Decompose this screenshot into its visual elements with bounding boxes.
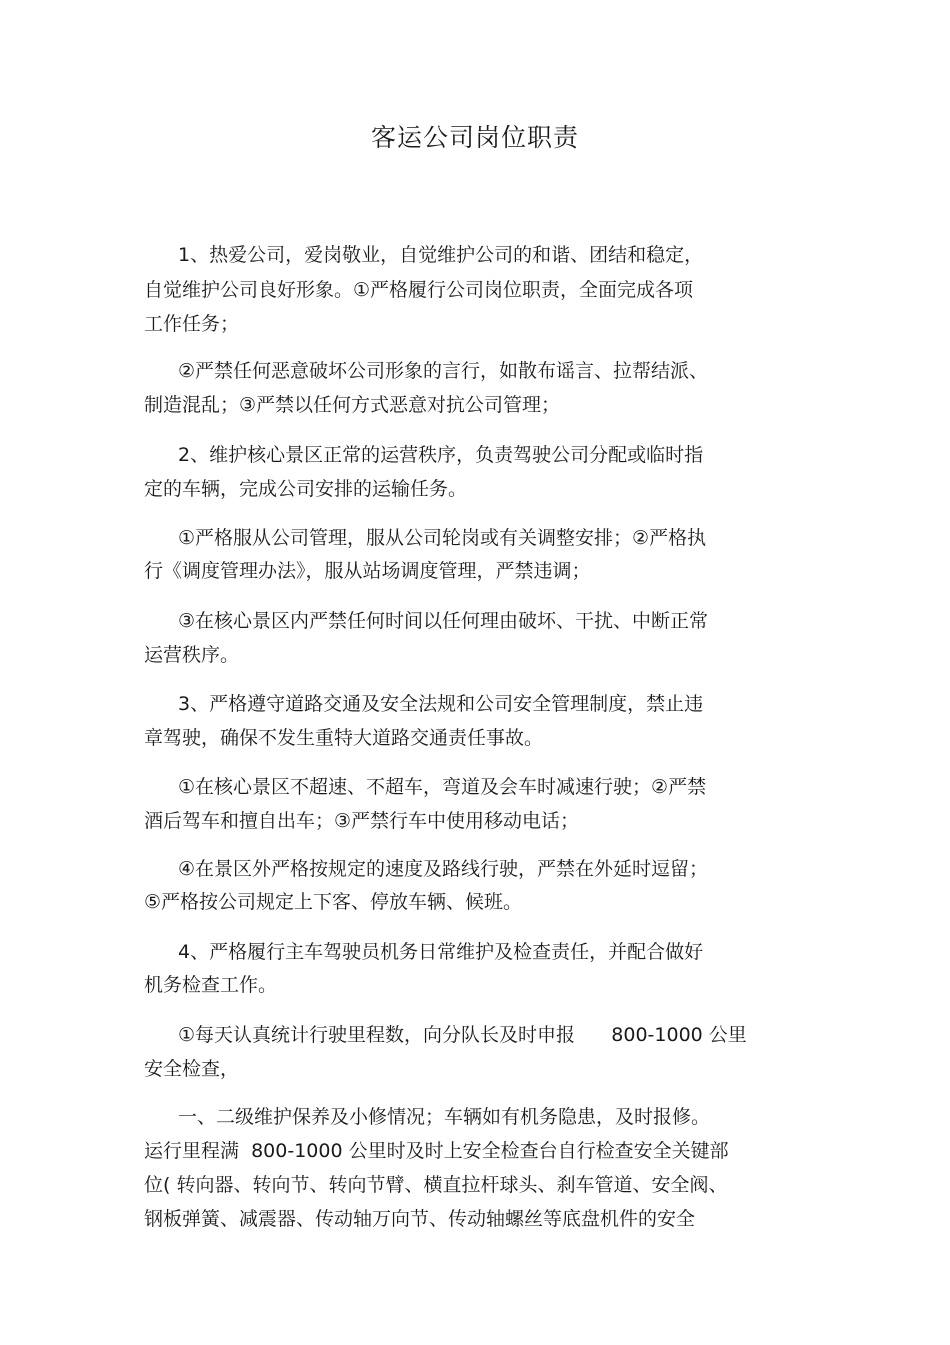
text-line: 运营秩序。 <box>144 644 240 666</box>
text-line: ①严格服从公司管理，服从公司轮岗或有关调整安排；②严格执 <box>178 527 707 549</box>
text-line: 行《调度管理办法》，服从站场调度管理，严禁违调； <box>144 560 591 582</box>
text-line: 一、二级维护保养及小修情况；车辆如有机务隐患，及时报修。 <box>178 1106 711 1128</box>
text-line: 3、严格遵守道路交通及安全法规和公司安全管理制度，禁止违 <box>178 693 704 715</box>
text-line: 1、热爱公司，爱岗敬业，自觉维护公司的和谐、团结和稳定， <box>178 244 704 266</box>
text-line: 酒后驾车和擅自出车；③严禁行车中使用移动电话； <box>144 810 580 832</box>
text-line: ①每天认真统计行驶里程数，向分队长及时申报 800-1000 公里 <box>178 1024 747 1046</box>
text-line: 章驾驶，确保不发生重特大道路交通责任事故。 <box>144 727 544 749</box>
text-line: ④在景区外严格按规定的速度及路线行驶，严禁在外延时逗留； <box>178 858 709 880</box>
text-line: 位( 转向器、转向节、转向节臂、横直拉杆球头、刹车管道、安全阀、 <box>144 1174 728 1196</box>
text-line: ①在核心景区不超速、不超车，弯道及会车时减速行驶；②严禁 <box>178 776 707 798</box>
text-line: 安全检查， <box>144 1058 240 1080</box>
text-line: 钢板弹簧、减震器、传动轴万向节、传动轴螺丝等底盘机件的安全 <box>144 1208 696 1230</box>
text-line: ⑤严格按公司规定上下客、停放车辆、候班。 <box>144 891 523 913</box>
text-line: 制造混乱；③严禁以任何方式恶意对抗公司管理； <box>144 394 561 416</box>
text-line: 4、严格履行主车驾驶员机务日常维护及检查责任，并配合做好 <box>178 941 704 963</box>
text-line: 定的车辆，完成公司安排的运输任务。 <box>144 478 468 500</box>
text-line: 工作任务； <box>144 313 240 335</box>
text-line: ②严禁任何恶意破坏公司形象的言行，如散布谣言、拉帮结派、 <box>178 360 709 382</box>
text-line: 机务检查工作。 <box>144 974 278 996</box>
text-line: 2、维护核心景区正常的运营秩序，负责驾驶公司分配或临时指 <box>178 444 704 466</box>
text-line: 自觉维护公司良好形象。①严格履行公司岗位职责，全面完成各项 <box>144 279 694 301</box>
text-line: ③在核心景区内严禁任何时间以任何理由破坏、干扰、中断正常 <box>178 610 709 632</box>
document-title: 客运公司岗位职责 <box>370 123 579 152</box>
text-line: 运行里程满 800-1000 公里时及时上安全检查台自行检查安全关键部 <box>144 1140 729 1162</box>
